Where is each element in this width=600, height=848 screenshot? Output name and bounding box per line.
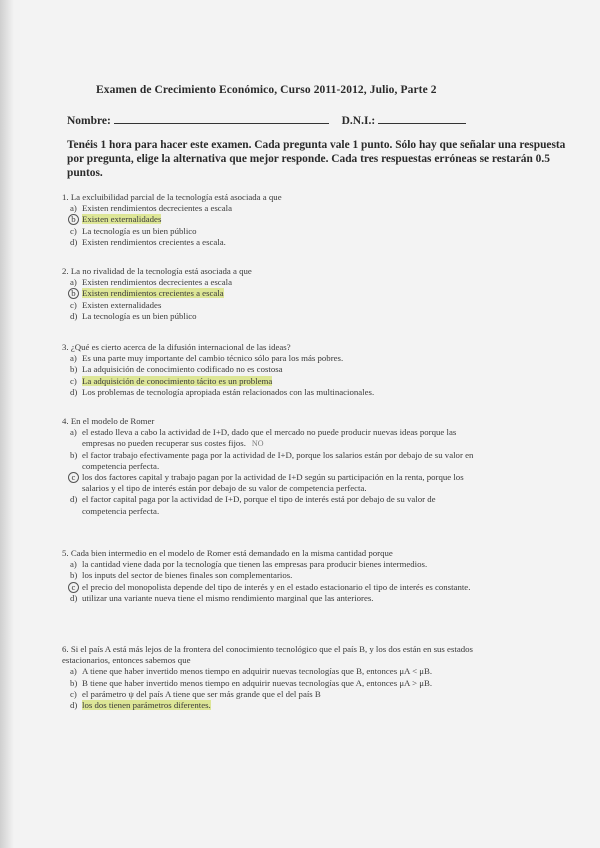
selected-circle-icon: b	[68, 288, 79, 299]
option-a: a) el estado lleva a cabo la actividad de I+D, dado que el mercado no puede producir nuevas ideas porque las empresas no pueden recuperar sus costes fijos. NO	[70, 427, 457, 449]
scan-shadow	[0, 0, 14, 848]
option-a: a) Existen rendimientos decrecientes a escala	[70, 277, 232, 288]
option-d: d) utilizar una variante nueva tiene el mismo rendimiento marginal que las anteriores.	[70, 592, 374, 603]
question-number: 5.	[62, 548, 69, 558]
question-stem: La excluibilidad parcial de la tecnología está asociada a que	[70, 192, 282, 202]
handwritten-note: NO	[251, 439, 264, 449]
option-b-selected: b Existen rendimientos crecientes a escala	[62, 288, 482, 299]
question-2	[62, 266, 482, 322]
option-a: a) A tiene que haber invertido menos tiempo en adquirir nuevas tecnologías que B, entonces μA < μB.	[70, 666, 433, 677]
question-3	[62, 342, 482, 398]
selected-circle-icon: c	[68, 582, 79, 593]
question-1	[62, 192, 482, 248]
option-b: b) el factor trabajo efectivamente paga por la actividad de I+D, porque los salarios están por debajo de su valor en competencia perfecta.	[70, 449, 474, 471]
name-label: Nombre:	[67, 115, 111, 127]
option-c-selected: c los dos factores capital y trabajo pagan por la actividad de I+D según su participación en la renta, porque los salarios y el tipo de interés están por debajo de su valor de competencia perfecta.	[62, 472, 482, 494]
question-4	[62, 416, 482, 517]
option-d-selected: d) los dos tienen parámetros diferentes.	[70, 700, 211, 711]
option-c: c) Existen externalidades	[70, 299, 162, 310]
question-stem: Cada bien intermedio en el modelo de Romer está demandado en la misma cantidad porque	[70, 548, 393, 558]
option-b: b) B tiene que haber invertido menos tiempo en adquirir nuevas tecnologías que A, entonces μA > μB.	[70, 677, 433, 688]
question-stem: En el modelo de Romer	[70, 416, 155, 426]
question-6	[62, 644, 482, 711]
question-stem: Si el país A está más lejos de la frontera del conocimiento tecnológico que el país B, y los dos están en sus estados estacionarios, entonces sabemos que	[62, 644, 473, 666]
option-b: b) La adquisición de conocimiento codificado no es costosa	[70, 364, 283, 375]
selected-circle-icon: c	[68, 472, 79, 483]
option-c: c) La tecnología es un bien público	[70, 225, 197, 236]
option-a: a) Existen rendimientos decrecientes a escala	[70, 203, 232, 214]
option-a: a) Es una parte muy importante del cambio técnico sólo para los más pobres.	[70, 353, 344, 364]
option-b: b) los inputs del sector de bienes finales son complementarios.	[70, 570, 293, 581]
option-d: d) La tecnología es un bien público	[70, 310, 197, 321]
question-number: 3.	[62, 342, 69, 352]
name-dni-row	[67, 112, 567, 127]
option-d: d) Los problemas de tecnología apropiada están relacionados con las multinacionales.	[70, 386, 375, 397]
question-number: 2.	[62, 266, 69, 276]
option-d: d) Existen rendimientos crecientes a escala.	[70, 236, 226, 247]
dni-line	[378, 112, 466, 124]
option-d: d) el factor capital paga por la actividad de I+D, porque el tipo de interés está por debajo de su valor de competencia perfecta.	[70, 494, 436, 516]
question-stem: La no rivalidad de la tecnología está asociada a que	[70, 266, 252, 276]
question-5	[62, 548, 482, 604]
dni-label: D.N.I.:	[341, 115, 376, 127]
exam-title: Examen de Crecimiento Económico, Curso 2011-2012, Julio, Parte 2	[96, 84, 437, 96]
option-c: c) el parámetro ψ del país A tiene que ser más grande que el del país B	[70, 688, 321, 699]
question-number: 1.	[62, 192, 69, 202]
option-a: a) la cantidad viene dada por la tecnología que tienen las empresas para producir bienes intermedios.	[70, 559, 428, 570]
option-c-selected: c el precio del monopolista depende del tipo de interés y en el estado estacionario el tipo de interés es constante.	[62, 582, 482, 593]
question-stem: ¿Qué es cierto acerca de la difusión internacional de las ideas?	[70, 342, 291, 352]
name-line	[114, 112, 329, 124]
selected-circle-icon: b	[68, 214, 79, 225]
option-b-selected: b Existen externalidades	[62, 214, 482, 225]
question-number: 4.	[62, 416, 69, 426]
instructions: Tenéis 1 hora para hacer este examen. Cada pregunta vale 1 punto. Sólo hay que señalar una respuesta por pregunta, elige la alternativa que mejor responde. Cada tres respuestas erróneas se restarán 0.5 puntos.	[67, 139, 566, 179]
question-number: 6.	[62, 644, 69, 654]
option-c-selected: c) La adquisición de conocimiento tácito es un problema	[70, 375, 273, 386]
